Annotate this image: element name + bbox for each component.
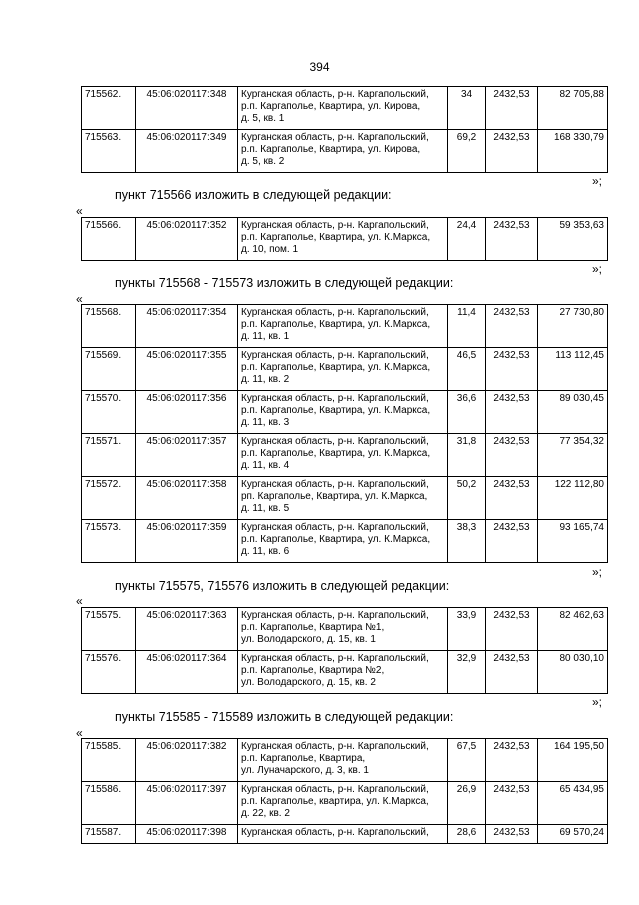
address: Курганская область, р-н. Каргапольский, р.п. Каргаполье, Квартира, ул. К.Маркса, д. 11, кв. 3 [238, 391, 448, 434]
registry-table-2 [81, 217, 608, 261]
opening-quote: « [76, 292, 83, 306]
cadastral-number: 45:06:020117:349 [136, 130, 238, 173]
address: Курганская область, р-н. Каргапольский, р.п. Каргаполье, Квартира, ул. Кирова, д. 5, кв. 2 [238, 130, 448, 173]
table-row [82, 87, 608, 130]
table-row [82, 608, 608, 651]
rate: 2432,53 [486, 477, 538, 520]
row-number: 715569. [82, 348, 136, 391]
table-row [82, 651, 608, 694]
table-row [82, 305, 608, 348]
amendment-instruction: пункты 715575, 715576 изложить в следующей редакции: [115, 579, 450, 593]
opening-quote: « [76, 726, 83, 740]
opening-quote: « [76, 594, 83, 608]
address: Курганская область, р-н. Каргапольский, р.п. Каргаполье, Квартира, ул. К.Маркса, д. 11, кв. 4 [238, 434, 448, 477]
cadastral-value: 80 030,10 [538, 651, 608, 694]
rate: 2432,53 [486, 434, 538, 477]
cadastral-value: 69 570,24 [538, 825, 608, 844]
address: Курганская область, р-н. Каргапольский, р.п. Каргаполье, Квартира, ул. К.Маркса, д. 10, пом. 1 [238, 218, 448, 261]
cadastral-number: 45:06:020117:356 [136, 391, 238, 434]
cadastral-value: 122 112,80 [538, 477, 608, 520]
closing-quote: »; [592, 174, 603, 188]
row-number: 715563. [82, 130, 136, 173]
cadastral-number: 45:06:020117:364 [136, 651, 238, 694]
rate: 2432,53 [486, 782, 538, 825]
table-row [82, 477, 608, 520]
row-number: 715587. [82, 825, 136, 844]
rate: 2432,53 [486, 651, 538, 694]
address: Курганская область, р-н. Каргапольский, р.п. Каргаполье, Квартира №2, ул. Володарского, д. 15, кв. 2 [238, 651, 448, 694]
cadastral-value: 77 354,32 [538, 434, 608, 477]
closing-quote: »; [592, 262, 603, 276]
registry-table-5 [81, 738, 608, 844]
closing-quote: »; [592, 695, 603, 709]
amendment-instruction: пункты 715568 - 715573 изложить в следующей редакции: [115, 276, 454, 290]
cadastral-value: 113 112,45 [538, 348, 608, 391]
area: 67,5 [448, 739, 486, 782]
row-number: 715570. [82, 391, 136, 434]
cadastral-number: 45:06:020117:397 [136, 782, 238, 825]
row-number: 715573. [82, 520, 136, 563]
rate: 2432,53 [486, 739, 538, 782]
page-number: 394 [309, 60, 330, 74]
area: 38,3 [448, 520, 486, 563]
cadastral-number: 45:06:020117:358 [136, 477, 238, 520]
rate: 2432,53 [486, 608, 538, 651]
table-row [82, 520, 608, 563]
address: Курганская область, р-н. Каргапольский, р.п. Каргаполье, Квартира, ул. К.Маркса, д. 11, кв. 1 [238, 305, 448, 348]
rate: 2432,53 [486, 130, 538, 173]
rate: 2432,53 [486, 87, 538, 130]
cadastral-number: 45:06:020117:363 [136, 608, 238, 651]
area: 26,9 [448, 782, 486, 825]
cadastral-number: 45:06:020117:348 [136, 87, 238, 130]
table-row [82, 348, 608, 391]
address: Курганская область, р-н. Каргапольский, рп. Каргаполье, Квартира, ул. К.Маркса, д. 11, кв. 5 [238, 477, 448, 520]
cadastral-value: 82 462,63 [538, 608, 608, 651]
row-number: 715572. [82, 477, 136, 520]
address: Курганская область, р-н. Каргапольский, [238, 825, 448, 844]
cadastral-number: 45:06:020117:355 [136, 348, 238, 391]
area: 11,4 [448, 305, 486, 348]
area: 50,2 [448, 477, 486, 520]
rate: 2432,53 [486, 348, 538, 391]
cadastral-number: 45:06:020117:382 [136, 739, 238, 782]
cadastral-value: 89 030,45 [538, 391, 608, 434]
cadastral-value: 93 165,74 [538, 520, 608, 563]
rate: 2432,53 [486, 520, 538, 563]
area: 33,9 [448, 608, 486, 651]
address: Курганская область, р-н. Каргапольский, р.п. Каргаполье, Квартира, ул. К.Маркса, д. 11, кв. 2 [238, 348, 448, 391]
registry-table-4 [81, 607, 608, 694]
address: Курганская область, р-н. Каргапольский, р.п. Каргаполье, квартира, ул. К.Маркса, д. 22, кв. 2 [238, 782, 448, 825]
address: Курганская область, р-н. Каргапольский, р.п. Каргаполье, Квартира №1, ул. Володарского, д. 15, кв. 1 [238, 608, 448, 651]
cadastral-number: 45:06:020117:352 [136, 218, 238, 261]
row-number: 715571. [82, 434, 136, 477]
table-row [82, 218, 608, 261]
area: 31,8 [448, 434, 486, 477]
address: Курганская область, р-н. Каргапольский, р.п. Каргаполье, Квартира, ул. К.Маркса, д. 11, кв. 6 [238, 520, 448, 563]
rate: 2432,53 [486, 218, 538, 261]
cadastral-value: 65 434,95 [538, 782, 608, 825]
area: 28,6 [448, 825, 486, 844]
opening-quote: « [76, 204, 83, 218]
area: 69,2 [448, 130, 486, 173]
registry-table-1 [81, 86, 608, 173]
rate: 2432,53 [486, 825, 538, 844]
area: 46,5 [448, 348, 486, 391]
table-row [82, 782, 608, 825]
closing-quote: »; [592, 565, 603, 579]
row-number: 715568. [82, 305, 136, 348]
rate: 2432,53 [486, 305, 538, 348]
table-row [82, 739, 608, 782]
table-row [82, 130, 608, 173]
row-number: 715575. [82, 608, 136, 651]
cadastral-number: 45:06:020117:357 [136, 434, 238, 477]
row-number: 715586. [82, 782, 136, 825]
row-number: 715576. [82, 651, 136, 694]
cadastral-value: 164 195,50 [538, 739, 608, 782]
area: 32,9 [448, 651, 486, 694]
cadastral-number: 45:06:020117:354 [136, 305, 238, 348]
rate: 2432,53 [486, 391, 538, 434]
amendment-instruction: пункты 715585 - 715589 изложить в следующей редакции: [115, 710, 454, 724]
cadastral-value: 59 353,63 [538, 218, 608, 261]
cadastral-value: 27 730,80 [538, 305, 608, 348]
row-number: 715562. [82, 87, 136, 130]
cadastral-value: 82 705,88 [538, 87, 608, 130]
cadastral-number: 45:06:020117:398 [136, 825, 238, 844]
table-row [82, 825, 608, 844]
address: Курганская область, р-н. Каргапольский, р.п. Каргаполье, Квартира, ул. Кирова, д. 5, кв. 1 [238, 87, 448, 130]
row-number: 715566. [82, 218, 136, 261]
cadastral-number: 45:06:020117:359 [136, 520, 238, 563]
registry-table-3 [81, 304, 608, 563]
row-number: 715585. [82, 739, 136, 782]
address: Курганская область, р-н. Каргапольский, р.п. Каргаполье, Квартира, ул. Луначарского, д. 3, кв. 1 [238, 739, 448, 782]
amendment-instruction: пункт 715566 изложить в следующей редакции: [115, 188, 392, 202]
area: 34 [448, 87, 486, 130]
area: 24,4 [448, 218, 486, 261]
table-row [82, 434, 608, 477]
area: 36,6 [448, 391, 486, 434]
cadastral-value: 168 330,79 [538, 130, 608, 173]
table-row [82, 391, 608, 434]
